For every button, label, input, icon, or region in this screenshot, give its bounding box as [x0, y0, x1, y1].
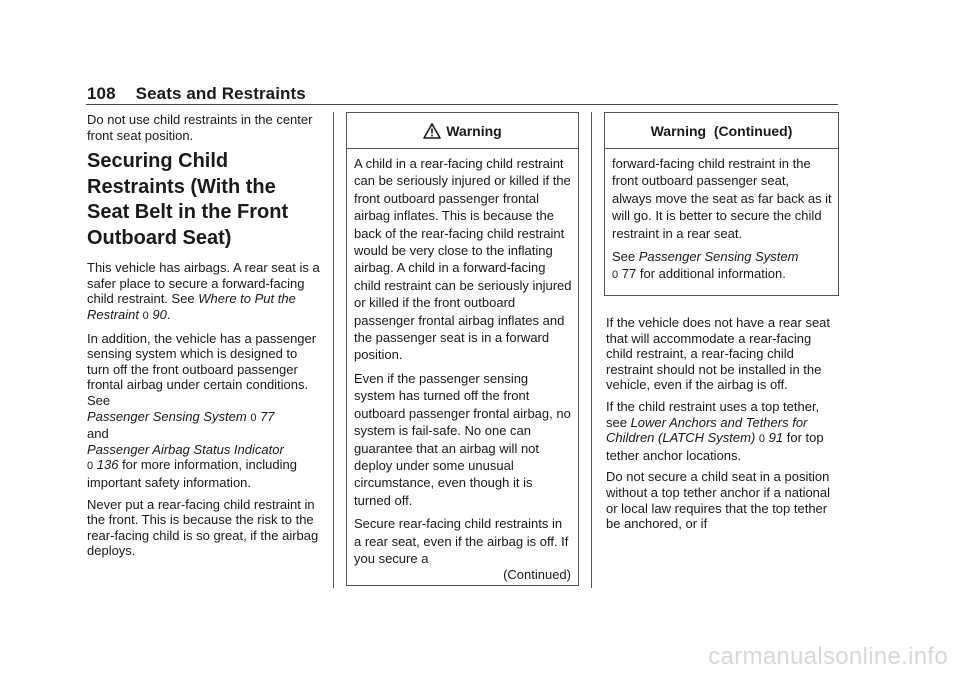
warning-body	[347, 149, 578, 577]
paragraph-no-rear-seat: If the vehicle does not have a rear seat that will accommodate a rear-facing child restraint, a rear-facing child restraint should not be installed in the vehicle, even if the airbag is off.	[606, 315, 831, 393]
continued-label: (Continued)	[503, 567, 571, 582]
section-title: Seats and Restraints	[135, 84, 306, 103]
page-ref-arrow-icon: 0	[142, 309, 149, 322]
page-ref-arrow-icon: 0	[87, 460, 94, 473]
warning-triangle-icon	[423, 123, 441, 139]
paragraph-text: In addition, the vehicle has a passenger sensing system which is designed to turn off the front outboard passenger frontal airbag under certain conditions. See	[87, 330, 317, 408]
xref-passenger-sensing-system[interactable]: Passenger Sensing System	[638, 249, 799, 265]
column-divider-right	[591, 112, 592, 588]
paragraph-airbags	[87, 260, 323, 324]
warning-paragraph: forward-facing child restraint in the front outboard passenger seat, always move the seat as far back as it will go. It is better to secure the child restraint in a rear seat.	[612, 156, 832, 241]
conjunction-text: and	[87, 426, 109, 442]
page-ref-arrow-icon: 0	[612, 269, 619, 282]
paragraph-text-end: for additional information.	[636, 266, 786, 282]
warning-title: Warning	[446, 122, 502, 139]
page-ref-arrow-icon: 0	[758, 433, 766, 446]
page-ref-number[interactable]: 77	[621, 266, 637, 282]
column-1	[87, 112, 323, 565]
column-divider-left	[333, 112, 334, 588]
paragraph-never-front: Never put a rear-facing child restraint in the front. This is because the risk to the rear-facing child is so great, if the airbag deploys.	[87, 496, 319, 559]
page-number: 108	[87, 84, 116, 103]
paragraph-text: This vehicle has airbags. A rear seat is a safer place to secure a forward-facing child restraint. See	[87, 260, 320, 307]
page-ref-number[interactable]: 136	[96, 457, 119, 473]
warning-header	[347, 113, 578, 149]
xref-passenger-sensing-system[interactable]: Passenger Sensing System	[87, 408, 247, 424]
warning-body	[605, 149, 838, 295]
section-heading: Securing Child Restraints (With the Seat Belt in the Front Outboard Seat)	[87, 150, 289, 249]
page-ref-number[interactable]: 91	[768, 430, 784, 446]
page-header	[87, 84, 306, 104]
paragraph-top-tether	[606, 399, 838, 463]
column-3	[606, 315, 838, 538]
warning-box-continued	[604, 112, 839, 296]
warning-paragraph: Secure rear-facing child restraints in a rear seat, even if the airbag is off. If you secure a	[354, 516, 569, 566]
paragraph-text-end: for top tether anchor locations.	[606, 430, 824, 463]
warning-title: Warning (Continued)	[650, 122, 793, 139]
xref-latch-system[interactable]: Lower Anchors and Tethers for Children (LATCH System)	[606, 414, 808, 446]
paragraph-sensing-system	[87, 331, 323, 491]
xref-where-to-put-restraint[interactable]: Where to Put the Restraint	[87, 291, 296, 322]
page-ref-number[interactable]: 77	[260, 408, 275, 424]
page-ref-arrow-icon: 0	[250, 411, 257, 424]
header-rule	[86, 104, 838, 105]
paragraph-text: If the child restraint uses a top tether, see	[606, 398, 820, 430]
paragraph-do-not-secure: Do not secure a child seat in a position without a top tether anchor if a national or local law requires that the top tether be anchored, or if	[606, 469, 831, 532]
page-ref-number[interactable]: 90	[152, 306, 167, 322]
intro-paragraph: Do not use child restraints in the center front seat position.	[87, 112, 313, 143]
warning-box	[346, 112, 579, 586]
warning-header	[605, 113, 838, 149]
paragraph-text-end: for more information, including important safety information.	[87, 457, 297, 490]
warning-paragraph: A child in a rear-facing child restraint can be seriously injured or killed if the front outboard passenger frontal airbag inflates. This is because the back of the rear-facing child restraint would be very close to the inflating airbag. A child in a forward-facing child restraint can be seriously injured or killed if the front outboard passenger frontal airbag inflates and the passenger seat is in a forward position.	[354, 156, 572, 363]
paragraph-text-end: .	[166, 306, 171, 322]
xref-passenger-airbag-status-indicator[interactable]: Passenger Airbag Status Indicator	[87, 441, 284, 457]
warning-paragraph-see	[612, 248, 832, 285]
warning-paragraph: Even if the passenger sensing system has turned off the front outboard passenger frontal airbag, no system is fail-safe. No one can guarantee that an airbag will not deploy under some unusual circumstance, even though it is turned off.	[354, 370, 571, 508]
paragraph-text: See	[612, 249, 639, 265]
watermark: carmanualsonline.info	[708, 643, 948, 670]
